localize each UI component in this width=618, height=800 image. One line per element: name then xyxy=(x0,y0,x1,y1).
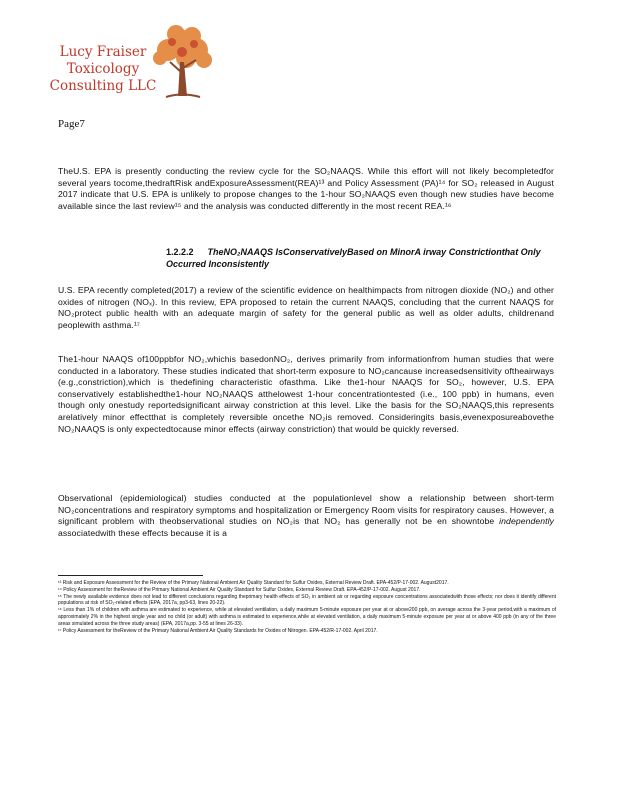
paragraph-4-text xyxy=(58,493,554,539)
section-heading xyxy=(166,246,556,270)
footnote-divider xyxy=(58,575,203,576)
footnotes xyxy=(58,580,556,634)
paragraph-4-end: associatedwith these effects because it is a xyxy=(58,527,228,538)
paragraph-4-emphasis: independently xyxy=(499,516,554,527)
paragraph-no2-basis xyxy=(58,354,554,435)
paragraph-1-text: TheU.S. EPA is presently conducting the review cycle for the SO₂NAAQS. While this effort will not likely becompletedfor several years tocome,thedraftRisk andExposureAssessment(REA)¹³ and Policy Assessment (PA)¹⁴ for SO₂ released in August 2017 indicate that U.S. EPA is unlikely to propose changes to the 1-hour SO₂NAAQS even though new studies have become available since the last review¹⁵ and the analysis was conducted differently in the most recent REA.¹⁶ xyxy=(58,166,554,211)
section-number: 1.2.2.2 xyxy=(166,247,194,257)
logo-line-3: Consulting LLC xyxy=(49,78,157,94)
logo-line-2: Toxicology xyxy=(66,61,140,77)
footnote-14: ¹⁴ Policy Assessment for theReview of the Primary National Ambient Air Quality Standard for Sulfur Oxides, External Review Draft. EPA-452/P-17-002. August 2017. xyxy=(58,586,421,593)
paragraph-no2-review xyxy=(58,285,554,331)
paragraph-so2-review xyxy=(58,166,554,212)
footnote-16: ¹⁶ Less than 1% of children with asthma are estimated to experience, while at elevated ventilation, a daily maximum 5-minute exposure per year at or above200 ppb, on average across the 3-year period,with a maximum of approximately 2% in the highest single year and no child (or adult) with asthma is estimated to experience,while at elevated ventilation, a daily maximum 5-minute exposure per year at or above 400 ppb (in any of the three areas simulated across the three study areas) (EPA, 2017a,pp. 3-55 at lines 26-33). xyxy=(58,607,556,627)
paragraph-2-text: U.S. EPA recently completed(2017) a review of the scientific evidence on healthimpacts from nitrogen dioxide (NO₂) and other oxides of nitrogen (NOₓ). In this review, EPA proposed to retain the current NAAQS, concluding that the current NAAQS for NO₂protect public health with an adequate margin of safety for the general public as well as older adults, childrenand peoplewith asthma.¹⁷ xyxy=(58,285,554,330)
footnote-15: ¹⁵ The newly available evidence does not lead to different conclusions regarding theprimary health effects of SO₂ in ambient air or regarding exposure concentrations associatedwith those effects; nor does it identify different populations at risk of SO₂-related effects (EPA, 2017a, pp3-63, lines 20-22). xyxy=(58,593,556,607)
paragraph-4-main: Observational (epidemiological) studies conducted at the populationlevel show a relationship between short-term NO₂concentrations and respiratory symptoms and hospitalization or Emergency Room visits for respiratory causes. However, a significant problem with theobservational studies on NO₂is that NO₂ has generally not be en showntobe xyxy=(58,493,554,527)
page-number: Page7 xyxy=(58,118,85,130)
paragraph-3-text: The1-hour NAAQS of100ppbfor NO₂,whichis basedonNO₂, derives primarily from informationfrom human studies that were conducted in a laboratory. These studies indicated that short-term exposure to NO₂cancause increasedsensitivity oftheairways (e.g.,constriction),which is thedefining characteristic ofasthma. Like the1-hour NAAQS for SO₂, however, U.S. EPA conservatively establishedthe1-hour NO₂NAAQS atthelowest 1-hour concentrationtested (i.e., 100 ppb) in humans, even though only onestudy reportedsignificant airway constriction at this level. Like the basis for the SO₂NAAQS,this represents arelatively minor effectthat is completely reversible oncethe NO₂is removed. Consideringits basis,evenexposureabovethe NO₂NAAQS is only expectedtocause minor effects (airway constriction) that would be quickly reversed. xyxy=(58,354,554,434)
company-logo xyxy=(28,22,218,100)
section-title: TheNO₂NAAQS IsConservativelyBased on MinorA irway Constrictionthat Only Occurred Inconsistently xyxy=(166,247,541,269)
footnote-13: ¹³ Risk and Exposure Assessment for the Review of the Primary National Ambient Air Quality Standard for Sulfur Oxides, External Review Draft. EPA-452/P-17-002. August2017. xyxy=(58,580,449,586)
tree-icon xyxy=(146,22,218,100)
logo-line-1: Lucy Fraiser xyxy=(59,44,147,60)
paragraph-observational xyxy=(58,493,554,539)
footnote-17: ¹⁷ Policy Assessment for theReview of the Primary National Ambient Air Quality Standards for Oxides of Nitrogen. EPA-452/R-17-002. April 2017. xyxy=(58,627,378,634)
